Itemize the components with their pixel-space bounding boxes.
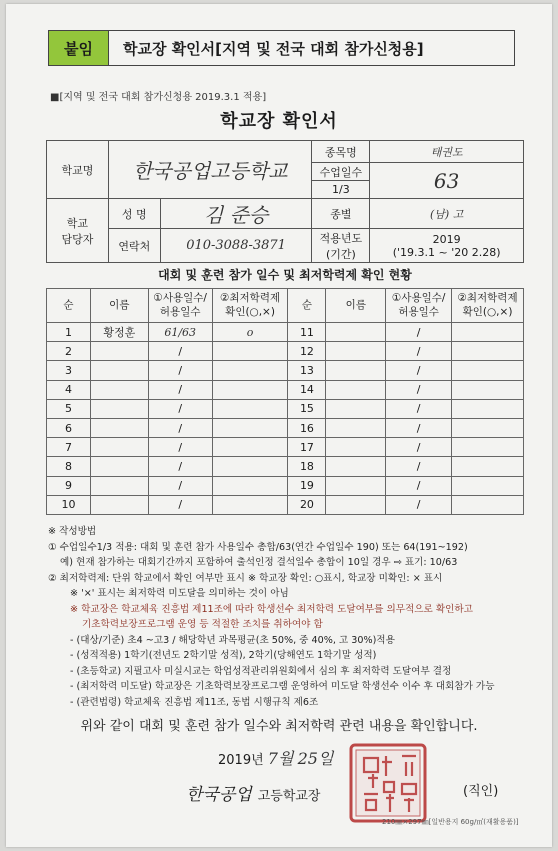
row-no: 15 bbox=[288, 399, 326, 418]
row-name bbox=[326, 399, 386, 418]
row-min bbox=[212, 438, 288, 457]
row-use: / bbox=[148, 457, 212, 476]
note-1a: ① 수업일수1/3 적용: 대회 및 훈련 참가 사용일수 총합/63(연간 수업일수 190) 또는 64(191~192) bbox=[48, 541, 468, 553]
row-no: 11 bbox=[288, 323, 326, 342]
col-min-left bbox=[212, 289, 288, 323]
row-min bbox=[212, 457, 288, 476]
col-use-right bbox=[386, 289, 452, 323]
row-min bbox=[212, 399, 288, 418]
note-4b: 기초학력보장프로그램 운영 등 적절한 조치를 취하여야 함 bbox=[82, 619, 323, 630]
banner-title: 학교장 확인서[지역 및 전국 대회 참가신청용] bbox=[123, 39, 424, 58]
principal-signature bbox=[186, 780, 321, 805]
applies-note: ■[지역 및 전국 대회 참가신청용 2019.3.1 적용] bbox=[50, 92, 267, 103]
notes-head: ※ 작성방법 bbox=[48, 526, 97, 537]
attend-fraction: 1/3 bbox=[312, 181, 370, 199]
table-row bbox=[47, 495, 524, 514]
manager-label-line1: 학교 bbox=[66, 216, 89, 230]
row-name bbox=[326, 380, 386, 399]
row-no: 20 bbox=[288, 495, 326, 514]
row-use: / bbox=[386, 323, 452, 342]
row-use: / bbox=[148, 361, 212, 380]
period-label-line1: 적용년도 bbox=[319, 231, 363, 245]
row-name bbox=[90, 361, 148, 380]
table-row bbox=[47, 342, 524, 361]
row-use: / bbox=[386, 399, 452, 418]
table-row bbox=[47, 457, 524, 476]
note-1b: 예) 현재 참가하는 대회기간까지 포함하여 출석인정 결석일수 총합이 10일 경우 ⇨ 표기: 10/63 bbox=[60, 557, 458, 568]
row-name bbox=[326, 418, 386, 437]
name-value: 김 준승 bbox=[160, 199, 312, 229]
official-seal-stamp bbox=[348, 742, 428, 824]
row-use: / bbox=[148, 342, 212, 361]
period-label bbox=[312, 229, 370, 263]
attend-value: 63 bbox=[370, 163, 524, 199]
row-min bbox=[452, 457, 524, 476]
row-name bbox=[90, 342, 148, 361]
table-row bbox=[47, 418, 524, 437]
participation-table bbox=[46, 288, 524, 515]
seal-label: (직인) bbox=[463, 784, 499, 799]
row-min bbox=[452, 476, 524, 495]
col-use-left bbox=[148, 289, 212, 323]
event-label: 종목명 bbox=[312, 141, 370, 163]
sign-date bbox=[218, 746, 333, 769]
row-no: 13 bbox=[288, 361, 326, 380]
col-use-line2: 허용일수 bbox=[398, 305, 439, 318]
row-use: / bbox=[386, 457, 452, 476]
row-name bbox=[90, 438, 148, 457]
col-min-line2: 확인(○,×) bbox=[462, 305, 513, 318]
attachment-banner bbox=[48, 30, 515, 66]
row-no: 4 bbox=[47, 380, 91, 399]
row-min bbox=[452, 495, 524, 514]
date-month: 7월 bbox=[267, 749, 294, 768]
participation-rows bbox=[47, 323, 524, 515]
row-no: 8 bbox=[47, 457, 91, 476]
row-name bbox=[326, 495, 386, 514]
row-use: / bbox=[386, 476, 452, 495]
table-row bbox=[47, 380, 524, 399]
note-6: - (성적적용) 1학기(전년도 2학기말 성적), 2학기(당해연도 1학기말 성적) bbox=[70, 650, 377, 661]
manager-label-line2: 담당자 bbox=[61, 232, 94, 246]
col-no-left: 순 bbox=[47, 289, 91, 323]
info-table bbox=[46, 140, 524, 263]
notes-section bbox=[48, 524, 528, 710]
row-no: 3 bbox=[47, 361, 91, 380]
row-use: / bbox=[148, 495, 212, 514]
note-9: - (관련법령) 학교체육 진흥법 제11조, 동법 시행규칙 제6조 bbox=[70, 696, 319, 708]
row-min bbox=[452, 438, 524, 457]
note-2: ② 최저학력제: 단위 학교에서 확인 여부만 표시 ※ 학교장 확인: ○표시, 학교장 미확인: × 표시 bbox=[48, 572, 443, 584]
row-no: 6 bbox=[47, 418, 91, 437]
row-min bbox=[452, 342, 524, 361]
row-use: / bbox=[148, 476, 212, 495]
row-min bbox=[452, 323, 524, 342]
table-row bbox=[47, 399, 524, 418]
table-row bbox=[47, 476, 524, 495]
row-use: / bbox=[386, 418, 452, 437]
period-label-line2: (기간) bbox=[325, 247, 356, 261]
row-name bbox=[90, 418, 148, 437]
col-use-line1: ①사용일수/ bbox=[153, 292, 207, 305]
row-no: 17 bbox=[288, 438, 326, 457]
col-min-line2: 확인(○,×) bbox=[225, 305, 275, 318]
name-label: 성 명 bbox=[108, 199, 160, 229]
col-min-line1: ②최저학력제 bbox=[219, 292, 281, 305]
manager-label bbox=[47, 199, 109, 263]
row-no: 18 bbox=[288, 457, 326, 476]
period-value bbox=[370, 229, 524, 263]
row-min bbox=[452, 361, 524, 380]
row-min: o bbox=[212, 323, 288, 342]
row-min bbox=[212, 361, 288, 380]
row-use: / bbox=[386, 342, 452, 361]
col-use-line1: ①사용일수/ bbox=[391, 292, 446, 305]
row-name bbox=[90, 476, 148, 495]
gender-label: 종별 bbox=[312, 199, 370, 229]
row-name bbox=[90, 399, 148, 418]
table-row bbox=[47, 361, 524, 380]
attend-label: 수업일수 bbox=[312, 163, 370, 181]
col-use-line2: 허용일수 bbox=[159, 305, 201, 318]
col-min-line1: ②최저학력제 bbox=[457, 292, 518, 305]
date-day: 25일 bbox=[297, 749, 334, 768]
period-range: ('19.3.1 ~ '20 2.28) bbox=[392, 245, 501, 259]
row-min bbox=[212, 380, 288, 399]
contact-value: 010-3088-3871 bbox=[160, 229, 312, 263]
period-year: 2019 bbox=[432, 232, 461, 246]
row-no: 9 bbox=[47, 476, 91, 495]
confirm-statement: 위와 같이 대회 및 훈련 참가 일수와 최저학력 관련 내용을 확인합니다. bbox=[80, 719, 478, 734]
row-name bbox=[326, 476, 386, 495]
note-5: - (대상/기준) 초4 ~고3 / 해당학년 과목평균(초 50%, 중 40%, 고 30%)적용 bbox=[70, 634, 395, 646]
school-value: 한국공업고등학교 bbox=[108, 141, 312, 199]
row-no: 2 bbox=[47, 342, 91, 361]
col-name-left: 이름 bbox=[90, 289, 148, 323]
note-4a: ※ 학교장은 학교체육 진흥법 제11조에 따라 학생선수 최저학력 도달여부를 의무적으로 확인하고 bbox=[70, 603, 473, 615]
row-min bbox=[452, 418, 524, 437]
principal-school: 한국공업 bbox=[186, 785, 252, 805]
row-use: / bbox=[148, 438, 212, 457]
row-no: 7 bbox=[47, 438, 91, 457]
row-no: 1 bbox=[47, 323, 91, 342]
row-min bbox=[452, 399, 524, 418]
principal-suffix: 고등학교장 bbox=[257, 789, 321, 804]
note-7: - (초등학교) 지필고사 미실시교는 학업성적관리위원회에서 심의 후 최저학력 도달여부 결정 bbox=[70, 665, 452, 677]
row-use: / bbox=[386, 438, 452, 457]
contact-label: 연락처 bbox=[108, 229, 160, 263]
row-use: / bbox=[386, 495, 452, 514]
row-use: 61/63 bbox=[148, 323, 212, 342]
paper-spec: 210㎜×297㎜[일반용지 60g/㎡(재활용품)] bbox=[382, 818, 519, 826]
row-no: 5 bbox=[47, 399, 91, 418]
row-name: 황정훈 bbox=[90, 323, 148, 342]
row-use: / bbox=[386, 380, 452, 399]
row-use: / bbox=[148, 380, 212, 399]
row-name bbox=[90, 457, 148, 476]
row-name bbox=[90, 495, 148, 514]
row-name bbox=[326, 457, 386, 476]
table-row bbox=[47, 438, 524, 457]
school-label: 학교명 bbox=[47, 141, 109, 199]
row-name bbox=[326, 342, 386, 361]
col-min-right bbox=[452, 289, 524, 323]
row-name bbox=[326, 323, 386, 342]
row-min bbox=[452, 380, 524, 399]
table-title: 대회 및 훈련 참가 일수 및 최저학력제 확인 현황 bbox=[158, 268, 412, 282]
gender-value: (남) 고 bbox=[370, 199, 524, 229]
col-name-right: 이름 bbox=[326, 289, 386, 323]
col-no-right: 순 bbox=[288, 289, 326, 323]
note-3: ※ '×' 표시는 최저학력 미도달을 의미하는 것이 아님 bbox=[70, 588, 289, 599]
row-no: 19 bbox=[288, 476, 326, 495]
row-no: 10 bbox=[47, 495, 91, 514]
note-8: - (최저학력 미도달) 학교장은 기초학력보장프로그램 운영하여 미도달 학생선수 이수 후 대회참가 가능 bbox=[70, 681, 495, 692]
row-no: 16 bbox=[288, 418, 326, 437]
row-min bbox=[212, 418, 288, 437]
row-name bbox=[326, 361, 386, 380]
row-use: / bbox=[386, 361, 452, 380]
row-use: / bbox=[148, 399, 212, 418]
row-min bbox=[212, 495, 288, 514]
date-year: 2019년 bbox=[218, 753, 264, 768]
row-min bbox=[212, 342, 288, 361]
row-name bbox=[326, 438, 386, 457]
document-sheet bbox=[6, 4, 552, 847]
row-min bbox=[212, 476, 288, 495]
table-row bbox=[47, 323, 524, 342]
document-title: 학교장 확인서 bbox=[220, 111, 338, 132]
event-value: 태권도 bbox=[370, 141, 524, 163]
row-use: / bbox=[148, 418, 212, 437]
attachment-tag: 붙임 bbox=[49, 31, 109, 65]
row-no: 14 bbox=[288, 380, 326, 399]
row-no: 12 bbox=[288, 342, 326, 361]
row-name bbox=[90, 380, 148, 399]
